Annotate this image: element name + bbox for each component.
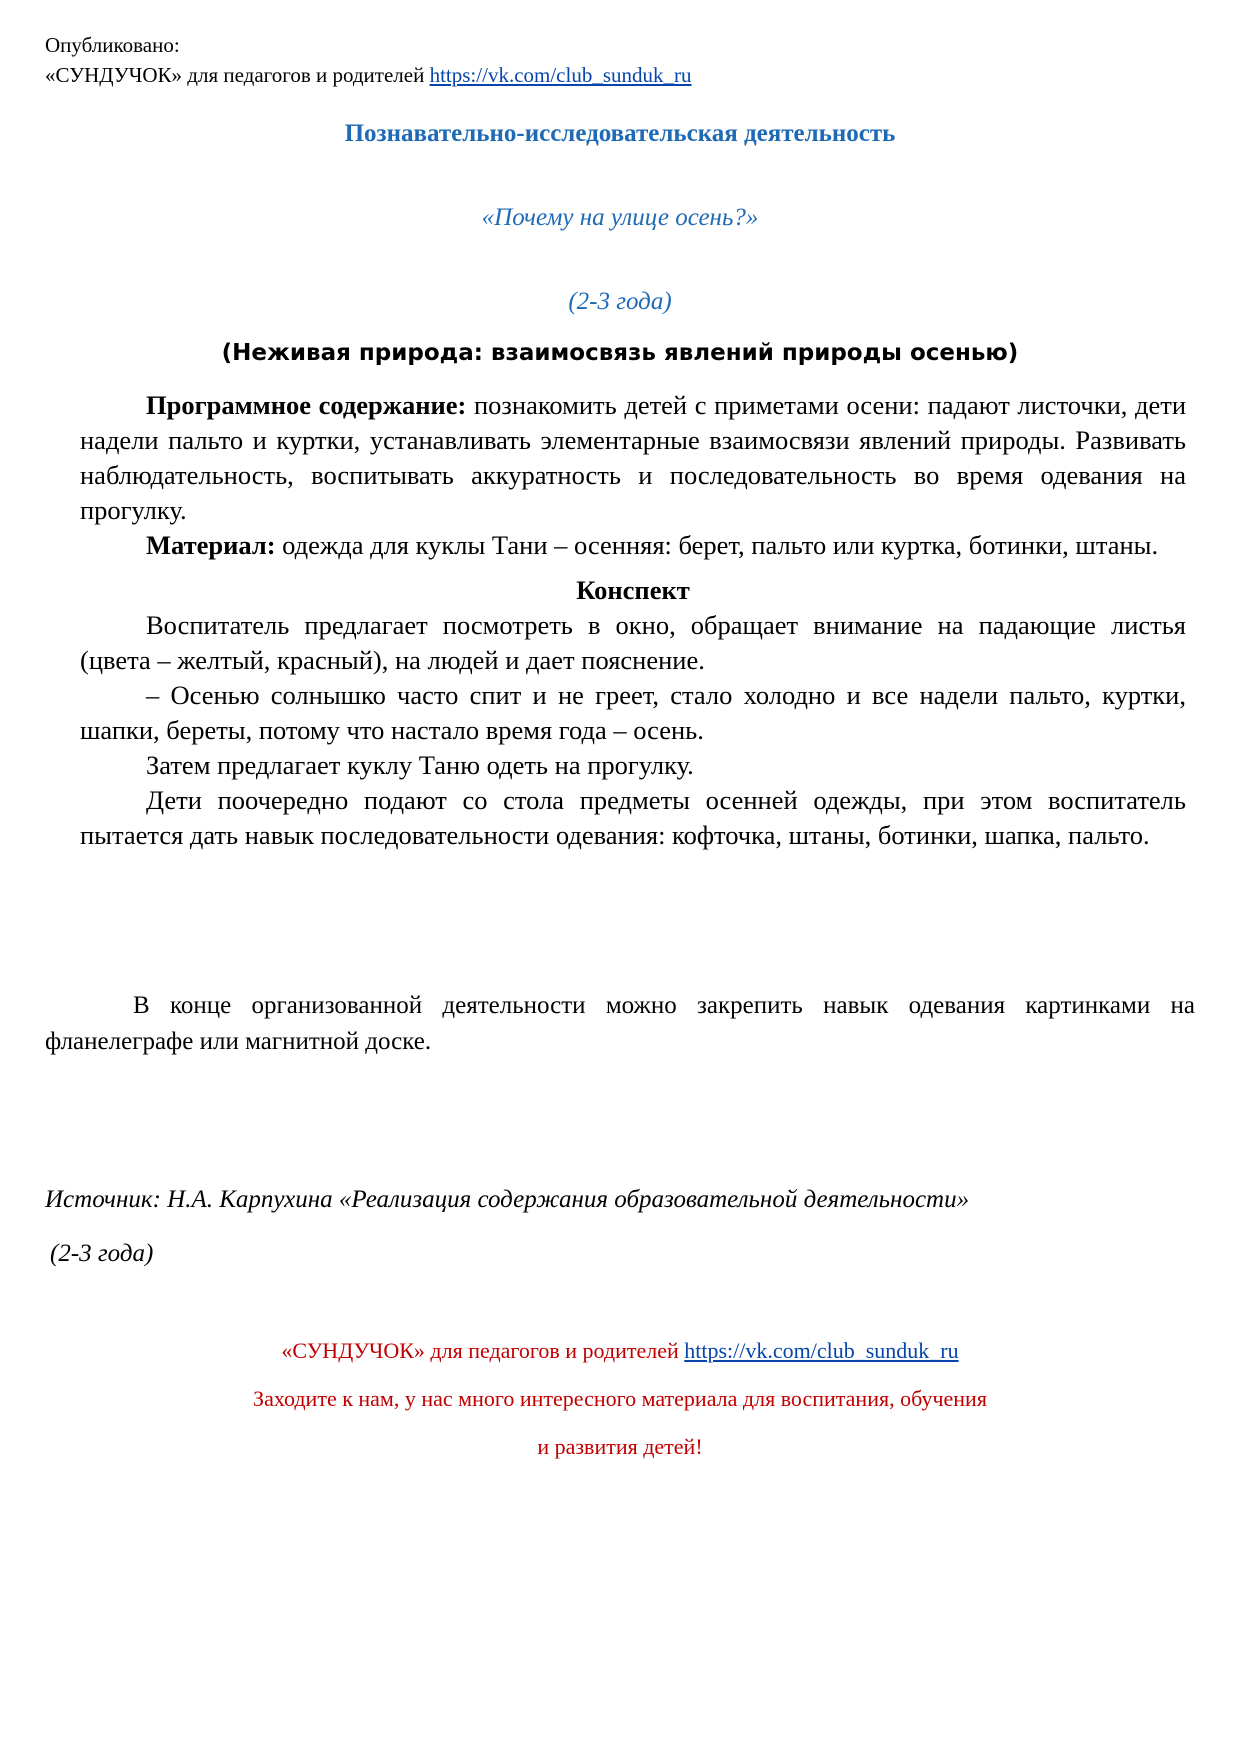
lesson-name: «Почему на улице осень?»: [481, 204, 759, 231]
konspekt-paragraph: – Осенью солнышко часто спит и не греет, стало холодно и все надели пальто, куртки, шапки, береты, потому что настало время года – осень.: [80, 680, 1186, 745]
closing-paragraph: В конце организованной деятельности можно закрепить навык одевания картинками на фланелеграфе или магнитной доске.: [45, 992, 1195, 1055]
footer-invite-line: и развития детей!: [537, 1434, 703, 1459]
program-paragraph: [80, 388, 1186, 528]
footer-club-link[interactable]: https://vk.com/club_sunduk_ru: [684, 1338, 959, 1363]
material-label: Материал:: [146, 530, 276, 560]
club-link[interactable]: https://vk.com/club_sunduk_ru: [429, 63, 692, 87]
footer-club-line: [0, 1338, 1240, 1364]
club-line: [45, 60, 692, 90]
scanned-lesson-block: [80, 388, 1186, 853]
source-age: (2-3 года): [50, 1240, 154, 1267]
age-group: (2-3 года): [568, 288, 672, 315]
topic-subtitle: (Неживая природа: взаимосвязь явлений природы осенью): [221, 340, 1019, 366]
konspekt-paragraph: Воспитатель предлагает посмотреть в окно, обращает внимание на падающие листья (цвета – желтый, красный), на людей и дает пояснение.: [80, 610, 1186, 675]
konspekt-paragraph: Затем предлагает куклу Таню одеть на прогулку.: [146, 750, 694, 780]
konspekt-paragraph: Дети поочередно подают со стола предметы осенней одежды, при этом воспитатель пытается дать навык последовательности одевания: кофточка, штаны, ботинки, шапка, пальто.: [80, 785, 1186, 850]
footer-club-name: «СУНДУЧОК» для педагогов и родителей: [281, 1338, 679, 1363]
footer-invite-line: Заходите к нам, у нас много интересного материала для воспитания, обучения: [253, 1386, 987, 1411]
published-label: Опубликовано:: [45, 33, 180, 57]
material-paragraph: [80, 528, 1186, 563]
program-text: познакомить детей с приметами осени: падают листочки, дети надели пальто и куртки, устанавливать элементарные взаимосвязи явлений природы. Развивать наблюдательность, воспитывать аккуратность и последовательность во время одевания на прогулку.: [80, 390, 1187, 525]
page-title: Познавательно-исследовательская деятельность: [344, 120, 896, 147]
source-citation: Источник: Н.А. Карпухина «Реализация содержания образовательной деятельности»: [45, 1186, 970, 1213]
club-name: «СУНДУЧОК» для педагогов и родителей: [45, 63, 425, 87]
program-label: Программное содержание:: [146, 390, 467, 420]
konspekt-heading: Конспект: [576, 575, 690, 605]
publication-header: [45, 30, 692, 90]
material-text: одежда для куклы Тани – осенняя: берет, пальто или куртка, ботинки, штаны.: [275, 530, 1159, 560]
